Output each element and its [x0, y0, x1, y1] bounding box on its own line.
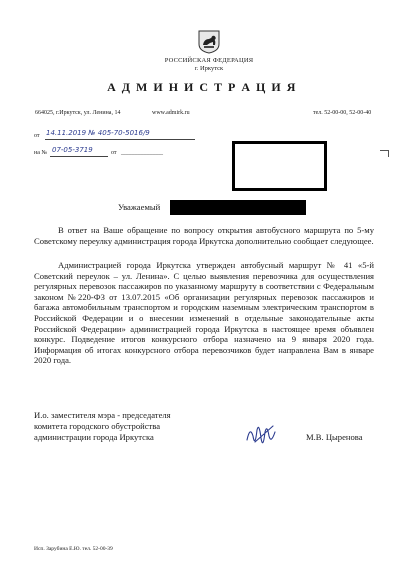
signature-title-line1: И.о. заместителя мэра - председателя: [34, 410, 171, 420]
registry-from-prefix: от: [34, 133, 40, 139]
header-address: 664025, г.Иркутск, ул. Ленина, 14: [35, 110, 121, 116]
header-website: www.admirk.ru: [152, 110, 190, 116]
registry-from-underline: [45, 139, 195, 140]
registry-to-suffix: от: [111, 150, 117, 156]
greeting: Уважаемый: [118, 202, 161, 212]
footer-executor: Исп. Зарубина Е.Ю. тел. 52-00-39: [34, 546, 113, 552]
registry-to-handwritten: 07-05-3719: [52, 146, 93, 154]
paragraph-1: В ответ на Ваше обращение по вопросу открытия автобусного маршрута по 5-му Советскому переулку администрация города Иркутска дополнительно сообщает следующее.: [34, 225, 374, 246]
header-phones: тел. 52-00-00, 52-00-40: [313, 110, 372, 116]
handwritten-signature: [243, 418, 283, 454]
corner-mark-right: [380, 150, 389, 157]
signatory-name: М.В. Цыренова: [306, 432, 363, 442]
header-country: РОССИЙСКАЯ ФЕДЕРАЦИЯ: [164, 57, 254, 64]
coat-of-arms-icon: [198, 30, 220, 54]
registry-from-handwritten: 14.11.2019 № 405-70-5016/9: [46, 129, 150, 137]
header-city: г. Иркутск: [194, 65, 224, 72]
paragraph-2: Администрацией города Иркутска утвержден автобусный маршрут № 41 «5-й Советский переулок – ул. Ленина». С целью выявления перевозчика для осуществления регулярных перевозок пассажиров по указанному маршруту в соответствии с Федеральным законом №220-ФЗ от 13.07.2015 «Об организации регулярных перевозок пассажиров и багажа автомобильным транспортом и городским наземным электрическим транспортом в Российской Федерации и о внесении изменений в отдельные законодательные акты Российской Федерации» администрацией города Иркутска в настоящее время объявлен конкурс. Подведение итогов конкурсного отбора назначено на 9 января 2020 года. Информация об итогах конкурсного отбора перевозчиков будет направлена Вам в январе 2020 года.: [34, 260, 374, 366]
recipient-redaction: [232, 141, 327, 191]
registry-to-underline: [50, 156, 108, 157]
registry-to-blank: ______________: [121, 150, 163, 156]
signature-title-line2: комитета городского обустройства: [34, 421, 161, 431]
signature-title-line3: администрации города Иркутска: [34, 432, 154, 442]
header-title: А Д М И Н И С Т Р А Ц И Я: [107, 80, 297, 94]
greeting-name-redaction: [170, 200, 306, 215]
registry-to-prefix: на №: [34, 150, 48, 156]
